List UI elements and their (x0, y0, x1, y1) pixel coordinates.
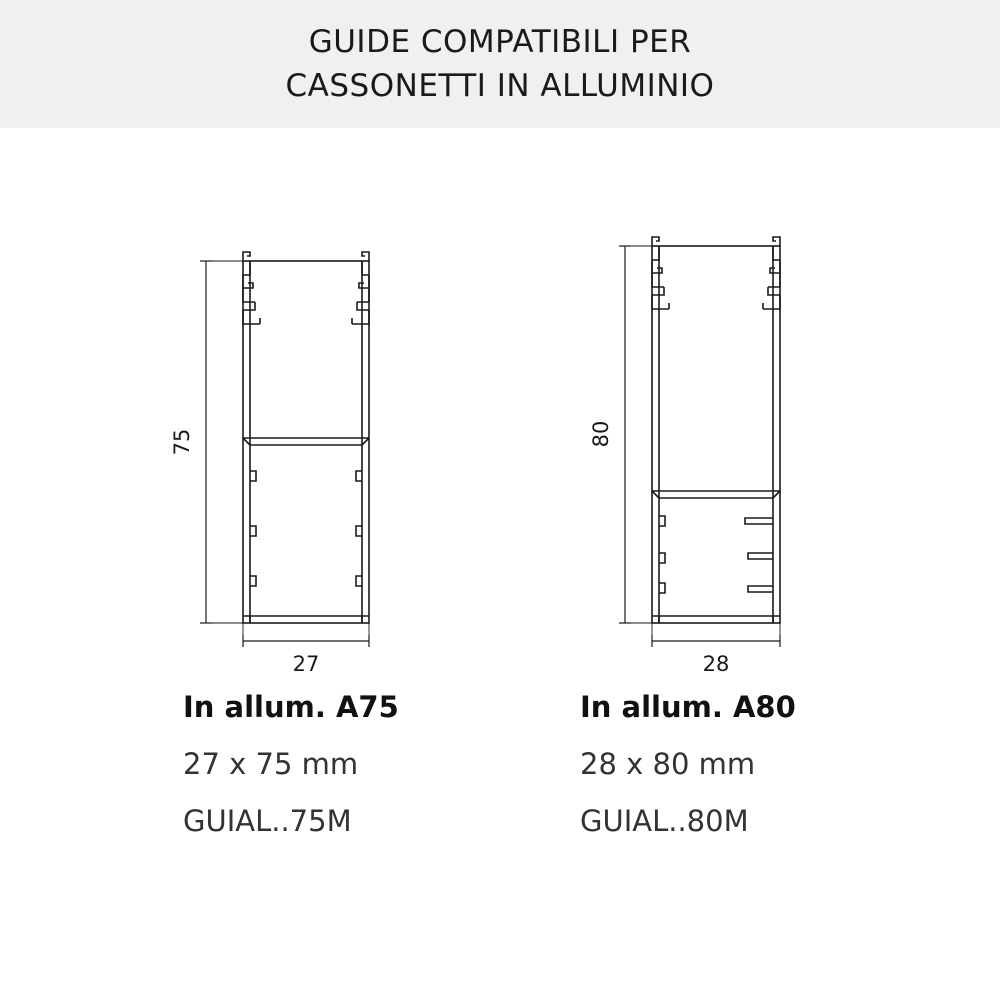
profile-a80-drawing (500, 128, 1000, 688)
profile-a75 (0, 128, 500, 1000)
page-title-line-2: CASSONETTI IN ALLUMINIO (285, 68, 715, 104)
profile-a80-captions (500, 690, 1000, 864)
page-header (0, 0, 1000, 128)
page-title-line-1: GUIDE COMPATIBILI PER (308, 23, 692, 60)
profile-a80-width-dimension: 28 (702, 652, 730, 676)
profile-a80-code: GUIAL..80M (580, 804, 749, 838)
profile-a80-title: In allum. A80 (580, 690, 796, 724)
profile-a75-width-dimension: 27 (292, 652, 320, 676)
profile-a75-height-dimension: 75 (170, 428, 194, 456)
profile-a75-drawing (0, 128, 500, 688)
profile-a75-title: In allum. A75 (183, 690, 399, 724)
diagram-area (0, 128, 1000, 1000)
profile-a75-code: GUIAL..75M (183, 804, 352, 838)
profile-a80-size: 28 x 80 mm (580, 747, 756, 781)
profile-a75-size: 27 x 75 mm (183, 747, 359, 781)
profile-a80-height-dimension: 80 (589, 420, 613, 448)
profile-a80 (500, 128, 1000, 1000)
